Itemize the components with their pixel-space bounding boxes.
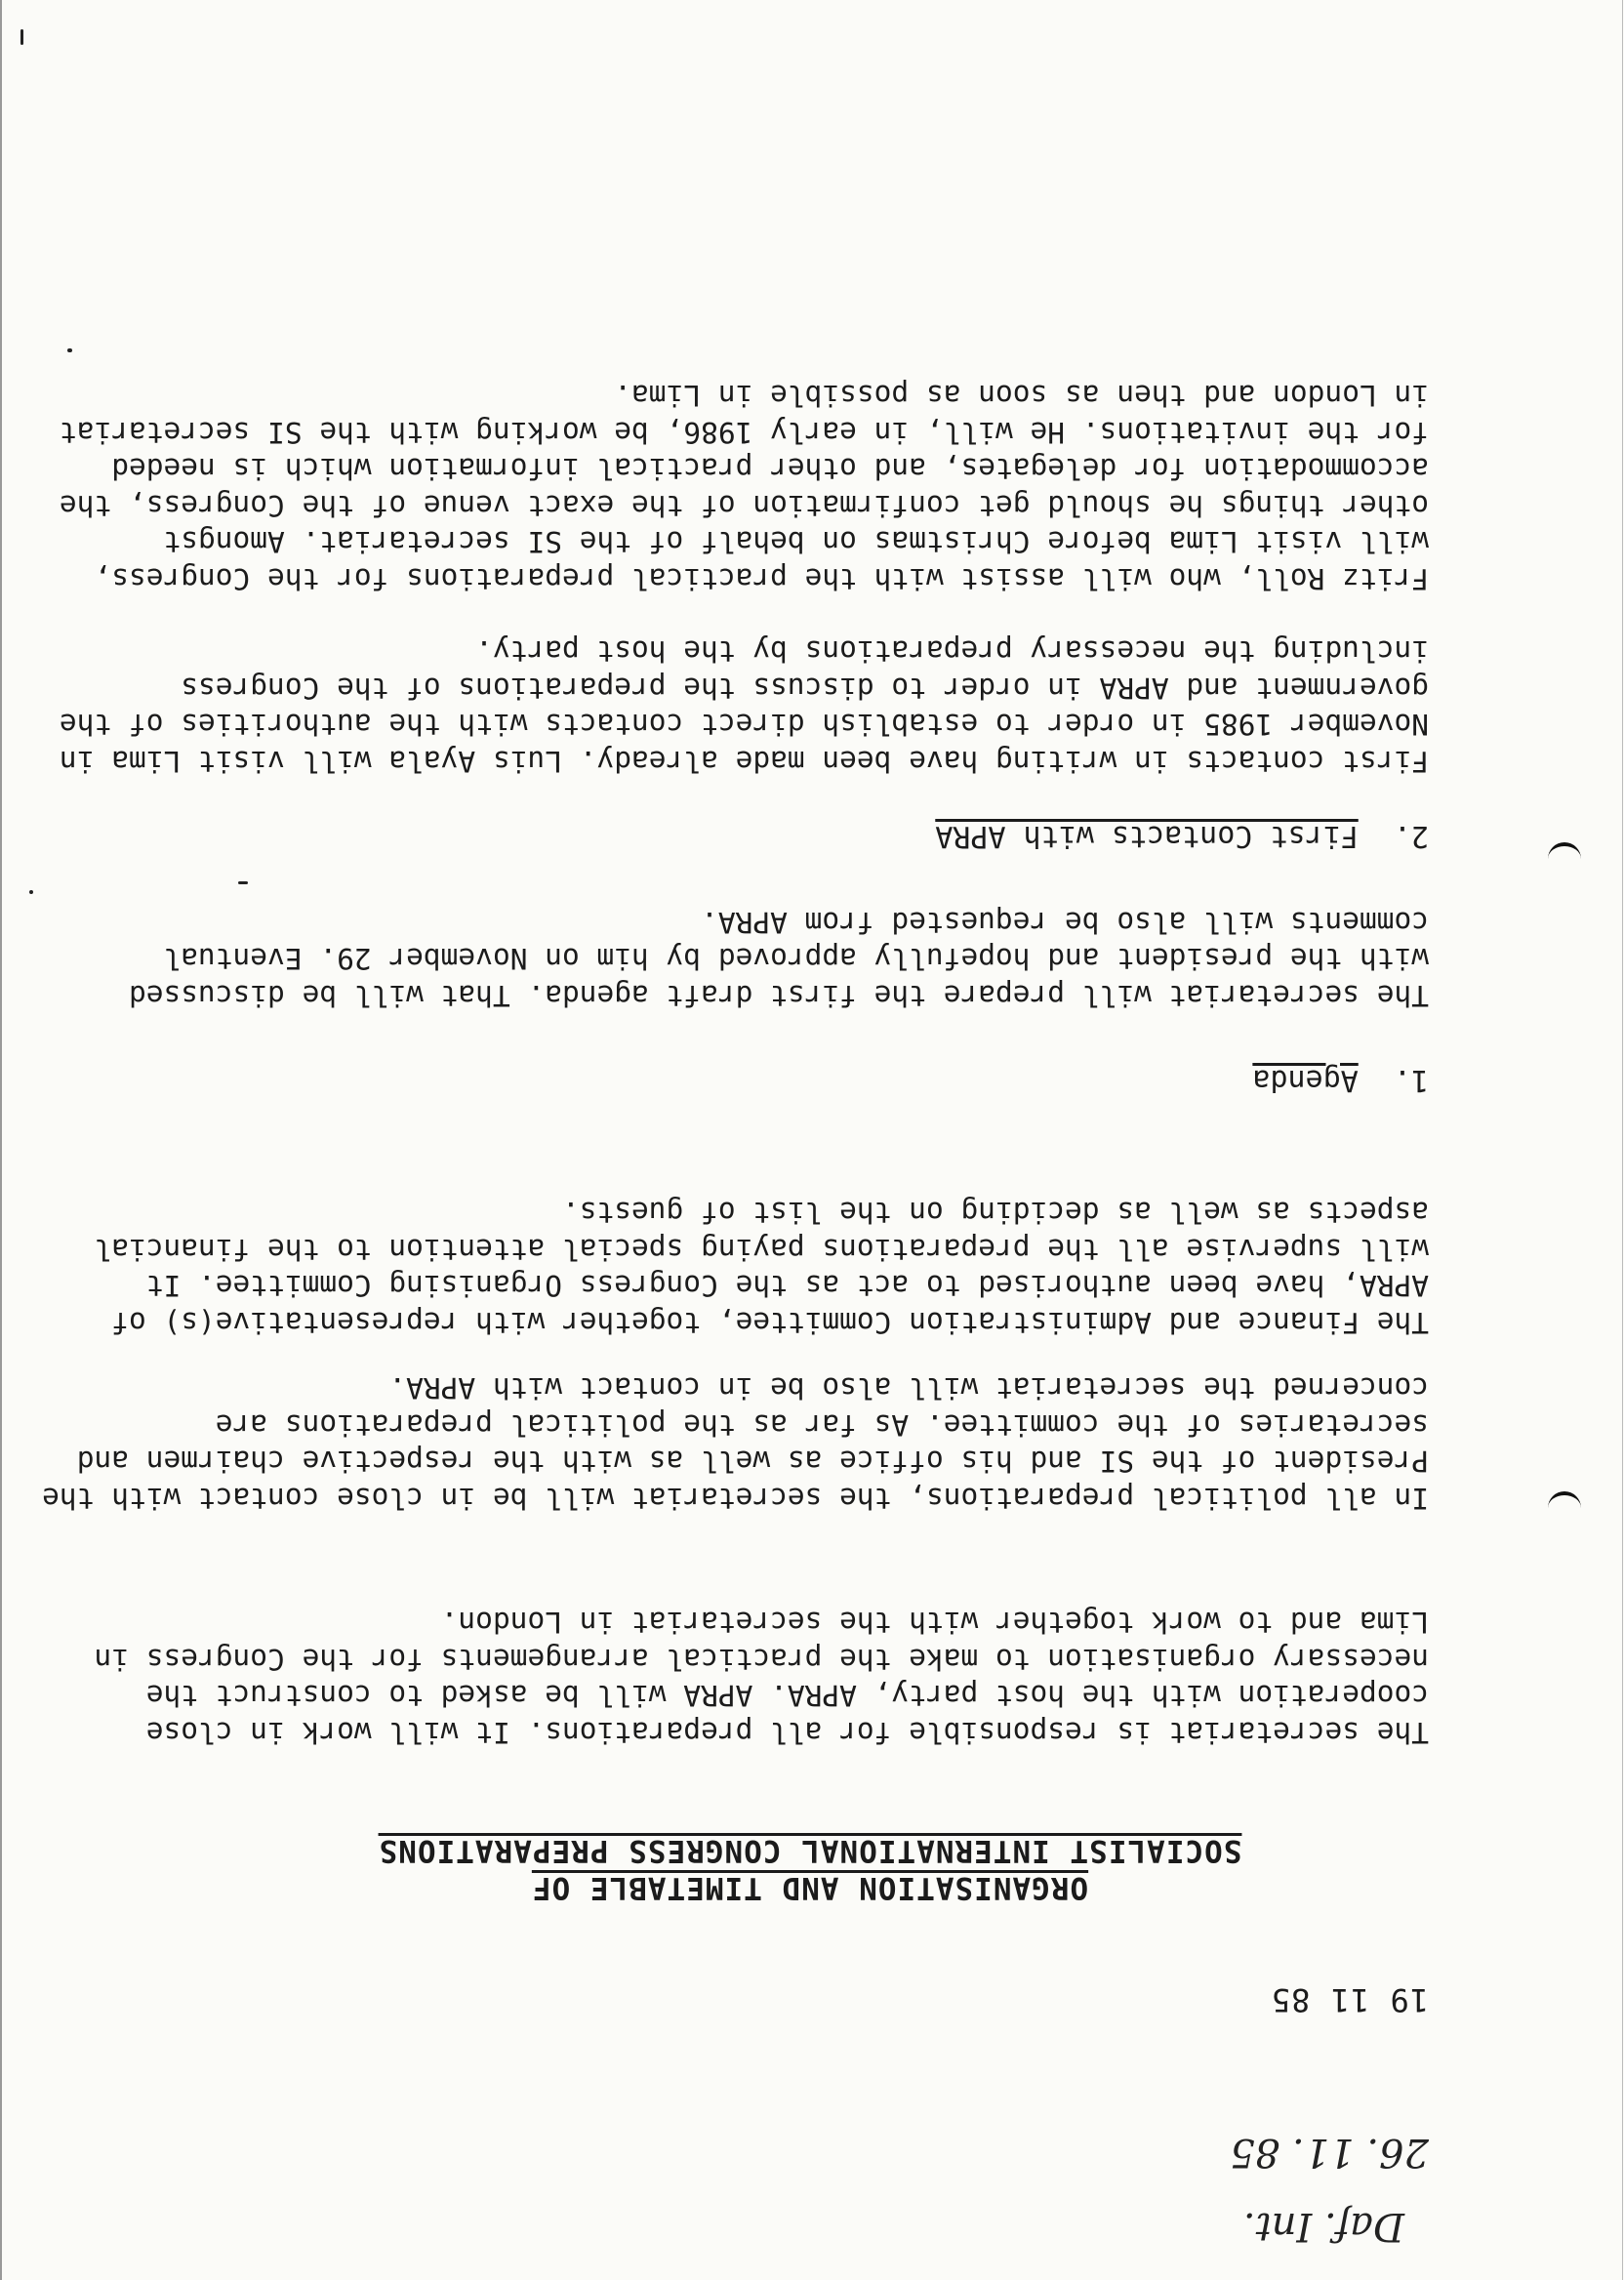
text-line: November 1985 in order to establish direct contacts with the authorities of the	[59, 708, 1429, 742]
section-heading-text: First Contacts with APRA	[935, 819, 1359, 853]
paragraph	[42, 1369, 1429, 1516]
scan-speck	[29, 890, 33, 894]
text-line: with the president and hopefully approved by him on November 29. Eventual	[163, 942, 1429, 976]
text-line: cooperation with the host party, APRA. APRA will be asked to construct the	[145, 1679, 1429, 1713]
paragraph	[59, 377, 1429, 596]
text-line: will supervise all the preparations paying special attention to the financial	[94, 1233, 1429, 1266]
section-number: 1.	[1393, 1063, 1429, 1097]
text-line: Lima and to work together with the secretariat in London.	[440, 1606, 1429, 1640]
title-line-2: SOCIALIST INTERNATIONAL CONGRESS PREPARATIONS	[378, 1833, 1242, 1868]
paragraph	[94, 1194, 1429, 1340]
paragraph	[59, 632, 1429, 779]
document-date: 19 11 85	[1270, 1981, 1429, 2018]
text-line: comments will also be requested from APRA.	[701, 906, 1429, 939]
text-line: First contacts in writing have been made already. Luis Ayala will visit Lima in	[59, 745, 1429, 778]
text-line: The secretariat will prepare the first draft agenda. That will be discussed	[128, 979, 1429, 1012]
section-heading-first-contacts	[935, 819, 1429, 853]
text-line: secretaries of the committee. As far as the political preparations are	[215, 1408, 1429, 1442]
section-heading-agenda	[1252, 1063, 1429, 1097]
text-line: for the invitations. He will, in early 1986, be working with the SI secretariat	[59, 416, 1429, 449]
text-line: concerned the secretariat will also be in contact with APRA.	[388, 1371, 1429, 1405]
text-line: accommodation for delegates, and other practical information which is needed	[111, 452, 1429, 486]
text-line: Fritz Roll, who will assist with the practical preparations for the Congress,	[94, 562, 1429, 595]
scan-speck	[20, 29, 23, 45]
handwritten-note: Daf. Int.	[1242, 2204, 1404, 2249]
text-line: APRA, have been authorised to act as the Congress Organising Committee. It	[145, 1269, 1429, 1303]
section-number: 2.	[1393, 819, 1429, 853]
scan-speck	[238, 881, 248, 884]
document-title	[322, 1832, 1298, 1906]
text-line: The Finance and Administration Committee, together with representative(s) of	[111, 1306, 1429, 1339]
handwritten-date: 26. 11. 85	[1230, 2130, 1429, 2175]
text-line: In all political preparations, the secretariat will be in close contact with the	[42, 1482, 1429, 1515]
text-line: will visit Lima before Christmas on behalf of the SI secretariat. Amongst	[163, 525, 1429, 559]
text-line: other things he should get confirmation of the exact venue of the Congress, the	[59, 489, 1429, 522]
text-line: President of the SI and his office as well as with the respective chairmen and	[76, 1445, 1429, 1479]
text-line: in London and then as soon as possible in Lima.	[614, 379, 1429, 413]
scan-speck	[67, 348, 72, 352]
paragraph	[128, 904, 1429, 1014]
text-line: government and APRA in order to discuss the preparations of the Congress	[181, 672, 1429, 705]
text-line: including the necessary preparations by the host party.	[475, 634, 1429, 669]
text-line: aspects as well as deciding on the list of guests.	[561, 1196, 1429, 1230]
title-line-1: ORGANISATION AND TIMETABLE OF	[531, 1870, 1089, 1905]
section-heading-text: Agenda	[1252, 1063, 1359, 1097]
text-line: The secretariat is responsible for all preparations. It will work in close	[145, 1716, 1429, 1749]
text-line: necessary organisation to make the practical arrangements for the Congress in	[94, 1643, 1429, 1676]
paragraph	[94, 1604, 1429, 1750]
